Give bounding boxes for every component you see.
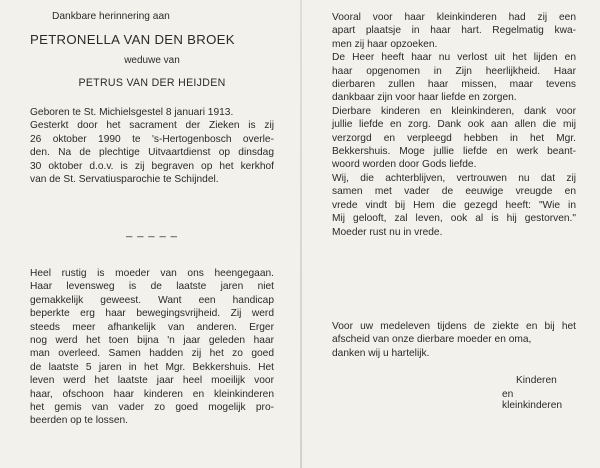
signature-kinderen: Kinderen: [516, 375, 557, 386]
intro-text: Dankbare herinnering aan: [52, 11, 170, 22]
story-line: Heel rustig is moeder van ons heengegaan.: [30, 268, 274, 279]
deceased-name: PETRONELLA VAN DEN BROEK: [30, 32, 235, 47]
text-line: apart plaatsje in haar hart. Regelmatig kwa-: [332, 25, 576, 37]
story-line: het gemis van vader zo goed mogelijk pro-: [30, 402, 274, 414]
thanks-line: danken wij u hartelijk.: [332, 347, 430, 359]
widow-of-text: weduwe van: [124, 55, 180, 66]
text-line: haar opgenomen in Zijn heerlijkheid. Haar: [332, 65, 576, 77]
text-line: woord worden door Gods liefde.: [332, 159, 477, 171]
text-line: Mij gelooft, zal leven, ook al is hij gestorven.": [332, 213, 576, 225]
bio-line: van de St. Servatiusparochie te Schijndel.: [30, 174, 219, 186]
story-line: leven werd het laatste jaar heel moeilijk voor: [30, 375, 274, 387]
story-line: beperkte erg haar bewegingsvrijheid. Zij werd: [30, 308, 274, 320]
text-line: Wij, die achterblijven, vertrouwen nu dat zij: [332, 172, 576, 184]
left-page: [30, 0, 274, 468]
main-text: [332, 11, 576, 239]
story-paragraph: [30, 267, 274, 428]
thanks-paragraph: [332, 320, 576, 360]
story-line: steeds meer afhankelijk van anderen. Erger: [30, 321, 274, 333]
story-line: haar, ofschoon haar kinderen en kleinkinderen: [30, 388, 274, 400]
story-line: Haar levensweg is de laatste jaren niet: [30, 281, 274, 293]
bio-line: Geboren te St. Michielsgestel 8 januari 1913.: [30, 107, 234, 118]
text-line: vrede vindt bij Hem die gezegd heeft: "Wie in: [332, 199, 576, 211]
story-line: man overleed. Samen hadden zij het zo goed: [30, 348, 274, 360]
bio-line: 30 oktober d.o.v. is zij begraven op het kerkhof: [30, 160, 274, 172]
text-line: dierbaren zullen haar missen, maar tevens: [332, 79, 576, 91]
text-line: Dierbare kinderen en kleinkinderen, dank voor: [332, 105, 576, 117]
card-fold: [300, 0, 302, 468]
text-line: dankbaar zijn voor haar liefde en zorgen.: [332, 92, 517, 104]
text-line: men zij haar opzoeken.: [332, 38, 438, 50]
bio-line: 26 oktober 1990 te 's-Hertogenbosch overle-: [30, 133, 274, 145]
husband-name: PETRUS VAN DER HEIJDEN: [78, 77, 226, 89]
right-page: [332, 0, 576, 468]
text-line: De Heer heeft haar nu verlost uit het lijden en: [332, 52, 576, 64]
story-line: beerden op te lossen.: [30, 415, 128, 427]
text-line: verzorgd en verpleegd hebben in het Mgr.: [332, 132, 576, 144]
thanks-line: Voor uw medeleven tijdens de ziekte en bij het: [332, 321, 576, 332]
thanks-line: afscheid van onze dierbare moeder en oma,: [332, 334, 532, 346]
text-line: Moeder rust nu in vrede.: [332, 226, 443, 238]
text-line: jullie liefde en zorg. Dank ook aan allen die mij: [332, 119, 576, 131]
text-line: Bekkershuis. Moge jullie liefde en werk beant-: [332, 146, 576, 158]
separator: _ _ _ _ _: [126, 226, 178, 238]
text-line: Vooral voor haar kleinkinderen had zij een: [332, 12, 576, 23]
bio-line: den. Na de plechtige Uitvaartdienst op dinsdag: [30, 147, 274, 159]
text-line: samen met vader de eeuwige vreugde en: [332, 186, 576, 198]
story-line: de laatste 5 jaren in het Mgr. Bekkershuis. Het: [30, 361, 274, 373]
bio-line: Gesterkt door het sacrament der Zieken is zij: [30, 120, 274, 132]
bio-paragraph: [30, 106, 274, 186]
story-line: nog werd het toen bijna 'n jaar geleden haar: [30, 335, 274, 347]
story-line: gemakkelijk geweest. Want een handicap: [30, 294, 274, 306]
signature-kleinkinderen: en kleinkinderen: [502, 389, 563, 411]
